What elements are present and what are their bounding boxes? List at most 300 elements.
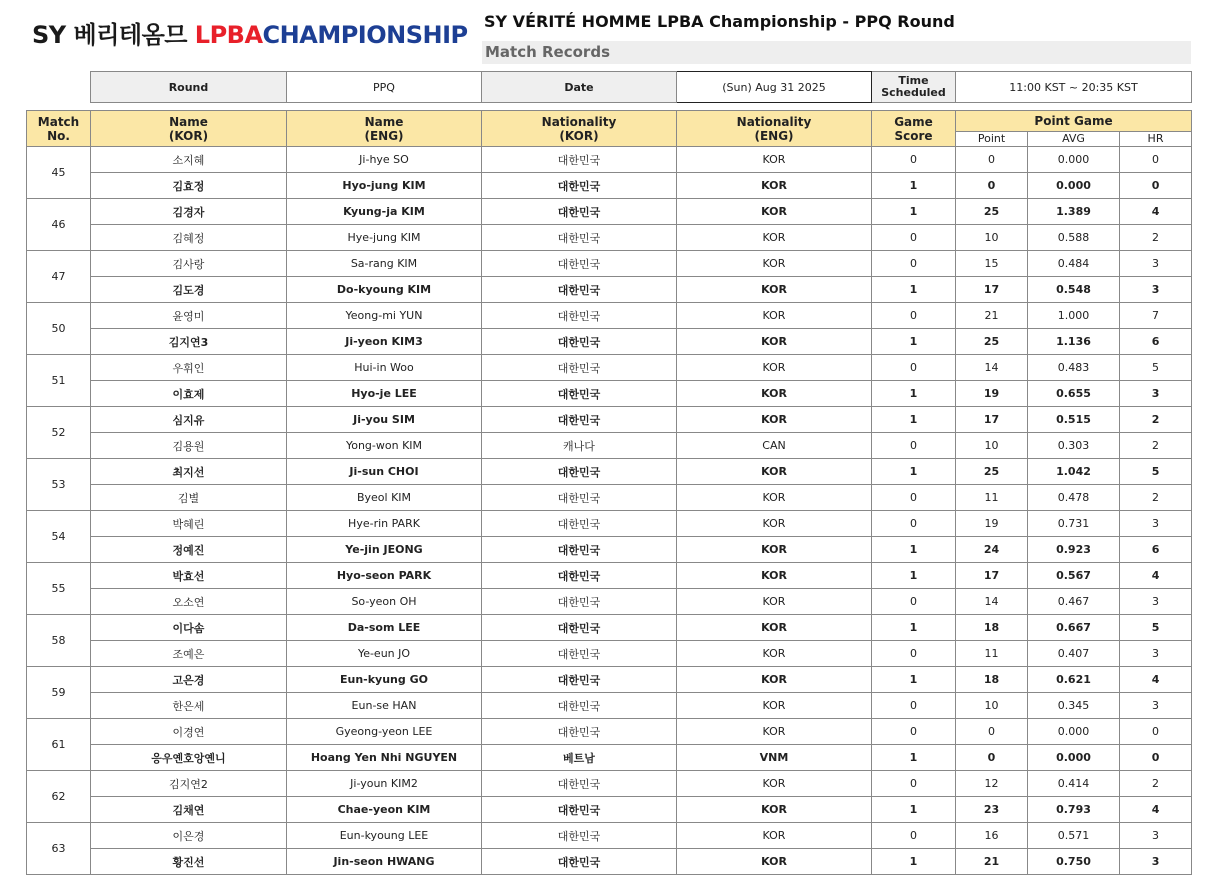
player-name-eng: Do-kyoung KIM [287, 277, 482, 303]
point-value: 11 [956, 641, 1028, 667]
player-name-eng: Da-som LEE [287, 615, 482, 641]
nationality-kor: 대한민국 [482, 641, 677, 667]
game-score: 0 [872, 485, 956, 511]
game-score: 0 [872, 589, 956, 615]
nationality-eng: KOR [677, 199, 872, 225]
player-name-kor: 이은경 [91, 823, 287, 849]
table-row [27, 823, 1192, 849]
avg-value: 0.621 [1028, 667, 1120, 693]
player-name-eng: Ji-youn KIM2 [287, 771, 482, 797]
logo-lpba-text: LPBA [194, 21, 263, 49]
hr-value: 7 [1120, 303, 1192, 329]
player-name-eng: So-yeon OH [287, 589, 482, 615]
nationality-kor: 대한민국 [482, 563, 677, 589]
nationality-kor: 대한민국 [482, 771, 677, 797]
table-row [27, 563, 1192, 589]
col-avg: AVG [1028, 132, 1120, 147]
date-label: Date [482, 72, 677, 103]
nationality-kor: 대한민국 [482, 173, 677, 199]
player-name-kor: 박효선 [91, 563, 287, 589]
nationality-eng: KOR [677, 719, 872, 745]
nationality-kor: 대한민국 [482, 251, 677, 277]
point-value: 0 [956, 719, 1028, 745]
game-score: 0 [872, 147, 956, 173]
hr-value: 5 [1120, 459, 1192, 485]
hr-value: 2 [1120, 225, 1192, 251]
game-score: 0 [872, 511, 956, 537]
game-score: 1 [872, 459, 956, 485]
player-name-eng: Ji-sun CHOI [287, 459, 482, 485]
nationality-kor: 대한민국 [482, 147, 677, 173]
table-row [27, 433, 1192, 459]
nationality-kor: 대한민국 [482, 277, 677, 303]
col-point: Point [956, 132, 1028, 147]
nationality-kor: 베트남 [482, 745, 677, 771]
player-name-kor: 김도경 [91, 277, 287, 303]
col-name-eng-line2: (ENG) [364, 128, 404, 143]
date-value: (Sun) Aug 31 2025 [677, 72, 872, 103]
table-row [27, 199, 1192, 225]
nationality-kor: 대한민국 [482, 303, 677, 329]
avg-value: 0.467 [1028, 589, 1120, 615]
col-score-line2: Score [894, 128, 933, 143]
player-name-kor: 김경자 [91, 199, 287, 225]
player-name-kor: 김지연2 [91, 771, 287, 797]
col-nat-kor-line2: (KOR) [559, 128, 599, 143]
table-row [27, 667, 1192, 693]
avg-value: 1.136 [1028, 329, 1120, 355]
nationality-eng: KOR [677, 381, 872, 407]
game-score: 0 [872, 355, 956, 381]
avg-value: 0.303 [1028, 433, 1120, 459]
nationality-kor: 대한민국 [482, 693, 677, 719]
table-row [27, 849, 1192, 875]
col-nationality-kor [482, 111, 677, 147]
match-number: 50 [27, 303, 91, 355]
nationality-kor: 대한민국 [482, 719, 677, 745]
table-row [27, 173, 1192, 199]
match-number: 59 [27, 667, 91, 719]
player-name-kor: 김사랑 [91, 251, 287, 277]
nationality-eng: KOR [677, 485, 872, 511]
match-number: 63 [27, 823, 91, 875]
hr-value: 3 [1120, 251, 1192, 277]
table-row [27, 251, 1192, 277]
hr-value: 3 [1120, 511, 1192, 537]
player-name-eng: Yong-won KIM [287, 433, 482, 459]
player-name-kor: 김지연3 [91, 329, 287, 355]
nationality-eng: KOR [677, 407, 872, 433]
nationality-kor: 대한민국 [482, 537, 677, 563]
match-number: 52 [27, 407, 91, 459]
player-name-eng: Hoang Yen Nhi NGUYEN [287, 745, 482, 771]
point-value: 10 [956, 225, 1028, 251]
point-value: 17 [956, 563, 1028, 589]
table-row [27, 589, 1192, 615]
player-name-eng: Eun-se HAN [287, 693, 482, 719]
table-row [27, 355, 1192, 381]
championship-logo [32, 20, 468, 50]
game-score: 1 [872, 407, 956, 433]
avg-value: 0.000 [1028, 173, 1120, 199]
avg-value: 1.389 [1028, 199, 1120, 225]
game-score: 0 [872, 641, 956, 667]
nationality-kor: 대한민국 [482, 225, 677, 251]
logo-sponsor-text: SY 베리테옴므 [32, 21, 195, 49]
match-number: 61 [27, 719, 91, 771]
game-score: 1 [872, 563, 956, 589]
player-name-kor: 조예은 [91, 641, 287, 667]
col-name-kor-line2: (KOR) [168, 128, 209, 143]
table-row [27, 615, 1192, 641]
hr-value: 6 [1120, 329, 1192, 355]
hr-value: 2 [1120, 485, 1192, 511]
nationality-eng: KOR [677, 797, 872, 823]
point-value: 14 [956, 589, 1028, 615]
player-name-eng: Byeol KIM [287, 485, 482, 511]
nationality-kor: 대한민국 [482, 615, 677, 641]
col-name-eng-line1: Name [364, 114, 404, 129]
player-name-eng: Yeong-mi YUN [287, 303, 482, 329]
hr-value: 3 [1120, 849, 1192, 875]
player-name-eng: Hyo-je LEE [287, 381, 482, 407]
player-name-eng: Jin-seon HWANG [287, 849, 482, 875]
player-name-kor: 김혜정 [91, 225, 287, 251]
nationality-eng: KOR [677, 563, 872, 589]
time-value: 11:00 KST ~ 20:35 KST [956, 72, 1192, 103]
player-name-eng: Ji-hye SO [287, 147, 482, 173]
avg-value: 0.750 [1028, 849, 1120, 875]
table-row [27, 485, 1192, 511]
hr-value: 4 [1120, 797, 1192, 823]
player-name-eng: Hyo-jung KIM [287, 173, 482, 199]
table-row [27, 459, 1192, 485]
avg-value: 0.731 [1028, 511, 1120, 537]
point-value: 15 [956, 251, 1028, 277]
col-match-line2: No. [47, 128, 70, 143]
player-name-eng: Ye-eun JO [287, 641, 482, 667]
game-score: 1 [872, 849, 956, 875]
nationality-eng: KOR [677, 225, 872, 251]
match-number: 58 [27, 615, 91, 667]
round-label: Round [91, 72, 287, 103]
point-value: 19 [956, 511, 1028, 537]
hr-value: 3 [1120, 823, 1192, 849]
point-value: 23 [956, 797, 1028, 823]
nationality-eng: VNM [677, 745, 872, 771]
avg-value: 1.042 [1028, 459, 1120, 485]
hr-value: 6 [1120, 537, 1192, 563]
game-score: 1 [872, 381, 956, 407]
player-name-kor: 황진선 [91, 849, 287, 875]
nationality-eng: KOR [677, 823, 872, 849]
point-value: 0 [956, 173, 1028, 199]
table-row [27, 771, 1192, 797]
game-score: 0 [872, 303, 956, 329]
table-row [27, 797, 1192, 823]
hr-value: 0 [1120, 745, 1192, 771]
col-name-eng [287, 111, 482, 147]
avg-value: 0.000 [1028, 147, 1120, 173]
game-score: 0 [872, 693, 956, 719]
game-score: 1 [872, 667, 956, 693]
match-number: 46 [27, 199, 91, 251]
col-name-kor-line1: Name [169, 114, 208, 129]
nationality-eng: KOR [677, 771, 872, 797]
hr-value: 4 [1120, 667, 1192, 693]
nationality-eng: KOR [677, 147, 872, 173]
game-score: 0 [872, 771, 956, 797]
match-number: 55 [27, 563, 91, 615]
player-name-kor: 심지유 [91, 407, 287, 433]
col-nat-eng-line2: (ENG) [754, 128, 794, 143]
table-row [27, 329, 1192, 355]
player-name-eng: Sa-rang KIM [287, 251, 482, 277]
avg-value: 0.345 [1028, 693, 1120, 719]
nationality-kor: 대한민국 [482, 355, 677, 381]
game-score: 1 [872, 615, 956, 641]
col-match-line1: Match [37, 114, 80, 129]
player-name-kor: 박혜린 [91, 511, 287, 537]
point-value: 11 [956, 485, 1028, 511]
nationality-eng: CAN [677, 433, 872, 459]
avg-value: 0.407 [1028, 641, 1120, 667]
player-name-eng: Hye-jung KIM [287, 225, 482, 251]
table-row [27, 511, 1192, 537]
table-row [27, 693, 1192, 719]
match-number: 45 [27, 147, 91, 199]
col-nat-kor-line1: Nationality [541, 114, 617, 129]
nationality-eng: KOR [677, 303, 872, 329]
point-value: 19 [956, 381, 1028, 407]
round-value: PPQ [287, 72, 482, 103]
player-name-kor: 소지혜 [91, 147, 287, 173]
player-name-kor: 응우옌호앙옌니 [91, 745, 287, 771]
time-label-line1: Time [898, 74, 929, 87]
hr-value: 0 [1120, 173, 1192, 199]
hr-value: 2 [1120, 407, 1192, 433]
player-name-eng: Eun-kyoung LEE [287, 823, 482, 849]
player-name-eng: Hye-rin PARK [287, 511, 482, 537]
hr-value: 4 [1120, 199, 1192, 225]
point-value: 18 [956, 615, 1028, 641]
nationality-eng: KOR [677, 173, 872, 199]
avg-value: 0.567 [1028, 563, 1120, 589]
game-score: 1 [872, 173, 956, 199]
col-hr: HR [1120, 132, 1192, 147]
avg-value: 0.483 [1028, 355, 1120, 381]
point-value: 0 [956, 147, 1028, 173]
nationality-kor: 대한민국 [482, 459, 677, 485]
player-name-eng: Hyo-seon PARK [287, 563, 482, 589]
match-records-body [27, 147, 1192, 875]
player-name-eng: Kyung-ja KIM [287, 199, 482, 225]
hr-value: 0 [1120, 147, 1192, 173]
nationality-kor: 대한민국 [482, 199, 677, 225]
game-score: 1 [872, 745, 956, 771]
game-score: 0 [872, 433, 956, 459]
col-nationality-eng [677, 111, 872, 147]
match-number: 53 [27, 459, 91, 511]
point-value: 24 [956, 537, 1028, 563]
table-row [27, 745, 1192, 771]
section-subtitle: Match Records [482, 41, 1191, 64]
game-score: 0 [872, 719, 956, 745]
player-name-eng: Eun-kyung GO [287, 667, 482, 693]
nationality-eng: KOR [677, 693, 872, 719]
point-value: 25 [956, 199, 1028, 225]
table-row [27, 719, 1192, 745]
point-value: 10 [956, 693, 1028, 719]
player-name-kor: 오소연 [91, 589, 287, 615]
player-name-kor: 이다솜 [91, 615, 287, 641]
point-value: 17 [956, 277, 1028, 303]
player-name-kor: 고은경 [91, 667, 287, 693]
player-name-eng: Ji-you SIM [287, 407, 482, 433]
hr-value: 2 [1120, 771, 1192, 797]
point-value: 25 [956, 329, 1028, 355]
table-row [27, 277, 1192, 303]
point-value: 0 [956, 745, 1028, 771]
player-name-kor: 김효정 [91, 173, 287, 199]
table-row [27, 537, 1192, 563]
nationality-eng: KOR [677, 459, 872, 485]
game-score: 0 [872, 823, 956, 849]
nationality-eng: KOR [677, 511, 872, 537]
col-score-line1: Game [894, 114, 933, 129]
player-name-kor: 최지선 [91, 459, 287, 485]
hr-value: 3 [1120, 381, 1192, 407]
table-row [27, 407, 1192, 433]
avg-value: 0.655 [1028, 381, 1120, 407]
col-point-game: Point Game [956, 111, 1192, 132]
nationality-kor: 대한민국 [482, 381, 677, 407]
player-name-kor: 윤영미 [91, 303, 287, 329]
player-name-eng: Ji-yeon KIM3 [287, 329, 482, 355]
nationality-eng: KOR [677, 589, 872, 615]
nationality-eng: KOR [677, 849, 872, 875]
nationality-eng: KOR [677, 641, 872, 667]
nationality-kor: 대한민국 [482, 511, 677, 537]
nationality-kor: 대한민국 [482, 407, 677, 433]
point-value: 25 [956, 459, 1028, 485]
hr-value: 5 [1120, 615, 1192, 641]
avg-value: 0.484 [1028, 251, 1120, 277]
player-name-kor: 이효제 [91, 381, 287, 407]
game-score: 1 [872, 797, 956, 823]
col-nat-eng-line1: Nationality [736, 114, 812, 129]
point-value: 16 [956, 823, 1028, 849]
game-score: 1 [872, 277, 956, 303]
nationality-kor: 대한민국 [482, 797, 677, 823]
avg-value: 0.478 [1028, 485, 1120, 511]
player-name-eng: Chae-yeon KIM [287, 797, 482, 823]
avg-value: 0.588 [1028, 225, 1120, 251]
nationality-eng: KOR [677, 355, 872, 381]
player-name-eng: Gyeong-yeon LEE [287, 719, 482, 745]
player-name-kor: 이경연 [91, 719, 287, 745]
hr-value: 3 [1120, 641, 1192, 667]
avg-value: 1.000 [1028, 303, 1120, 329]
player-name-kor: 우휘인 [91, 355, 287, 381]
nationality-eng: KOR [677, 667, 872, 693]
nationality-kor: 대한민국 [482, 589, 677, 615]
table-row [27, 641, 1192, 667]
player-name-kor: 김별 [91, 485, 287, 511]
nationality-eng: KOR [677, 251, 872, 277]
nationality-eng: KOR [677, 537, 872, 563]
hr-value: 2 [1120, 433, 1192, 459]
nationality-kor: 대한민국 [482, 329, 677, 355]
nationality-kor: 대한민국 [482, 849, 677, 875]
avg-value: 0.793 [1028, 797, 1120, 823]
nationality-kor: 대한민국 [482, 823, 677, 849]
col-match-no [27, 111, 91, 147]
hr-value: 0 [1120, 719, 1192, 745]
avg-value: 0.667 [1028, 615, 1120, 641]
table-row [27, 225, 1192, 251]
nationality-eng: KOR [677, 329, 872, 355]
player-name-kor: 정예진 [91, 537, 287, 563]
point-value: 18 [956, 667, 1028, 693]
avg-value: 0.000 [1028, 745, 1120, 771]
match-records-table [26, 110, 1192, 875]
col-game-score [872, 111, 956, 147]
time-label-line2: Scheduled [881, 86, 946, 99]
avg-value: 0.000 [1028, 719, 1120, 745]
hr-value: 3 [1120, 693, 1192, 719]
match-number: 54 [27, 511, 91, 563]
game-score: 0 [872, 225, 956, 251]
point-value: 21 [956, 849, 1028, 875]
game-score: 0 [872, 251, 956, 277]
point-value: 17 [956, 407, 1028, 433]
avg-value: 0.571 [1028, 823, 1120, 849]
player-name-kor: 김용원 [91, 433, 287, 459]
match-number: 47 [27, 251, 91, 303]
nationality-eng: KOR [677, 615, 872, 641]
avg-value: 0.414 [1028, 771, 1120, 797]
player-name-eng: Ye-jin JEONG [287, 537, 482, 563]
round-info-table [90, 71, 1192, 103]
time-label [872, 72, 956, 103]
hr-value: 3 [1120, 589, 1192, 615]
nationality-eng: KOR [677, 277, 872, 303]
hr-value: 4 [1120, 563, 1192, 589]
page-title: SY VÉRITÉ HOMME LPBA Championship - PPQ Round [484, 12, 955, 31]
nationality-kor: 대한민국 [482, 485, 677, 511]
logo-championship-text: CHAMPIONSHIP [262, 21, 468, 49]
match-number: 62 [27, 771, 91, 823]
player-name-eng: Hui-in Woo [287, 355, 482, 381]
game-score: 1 [872, 329, 956, 355]
hr-value: 5 [1120, 355, 1192, 381]
nationality-kor: 대한민국 [482, 667, 677, 693]
avg-value: 0.923 [1028, 537, 1120, 563]
table-row [27, 147, 1192, 173]
player-name-kor: 한은세 [91, 693, 287, 719]
point-value: 14 [956, 355, 1028, 381]
avg-value: 0.515 [1028, 407, 1120, 433]
table-row [27, 381, 1192, 407]
point-value: 12 [956, 771, 1028, 797]
col-name-kor [91, 111, 287, 147]
game-score: 1 [872, 199, 956, 225]
player-name-kor: 김채연 [91, 797, 287, 823]
avg-value: 0.548 [1028, 277, 1120, 303]
game-score: 1 [872, 537, 956, 563]
table-row [27, 303, 1192, 329]
